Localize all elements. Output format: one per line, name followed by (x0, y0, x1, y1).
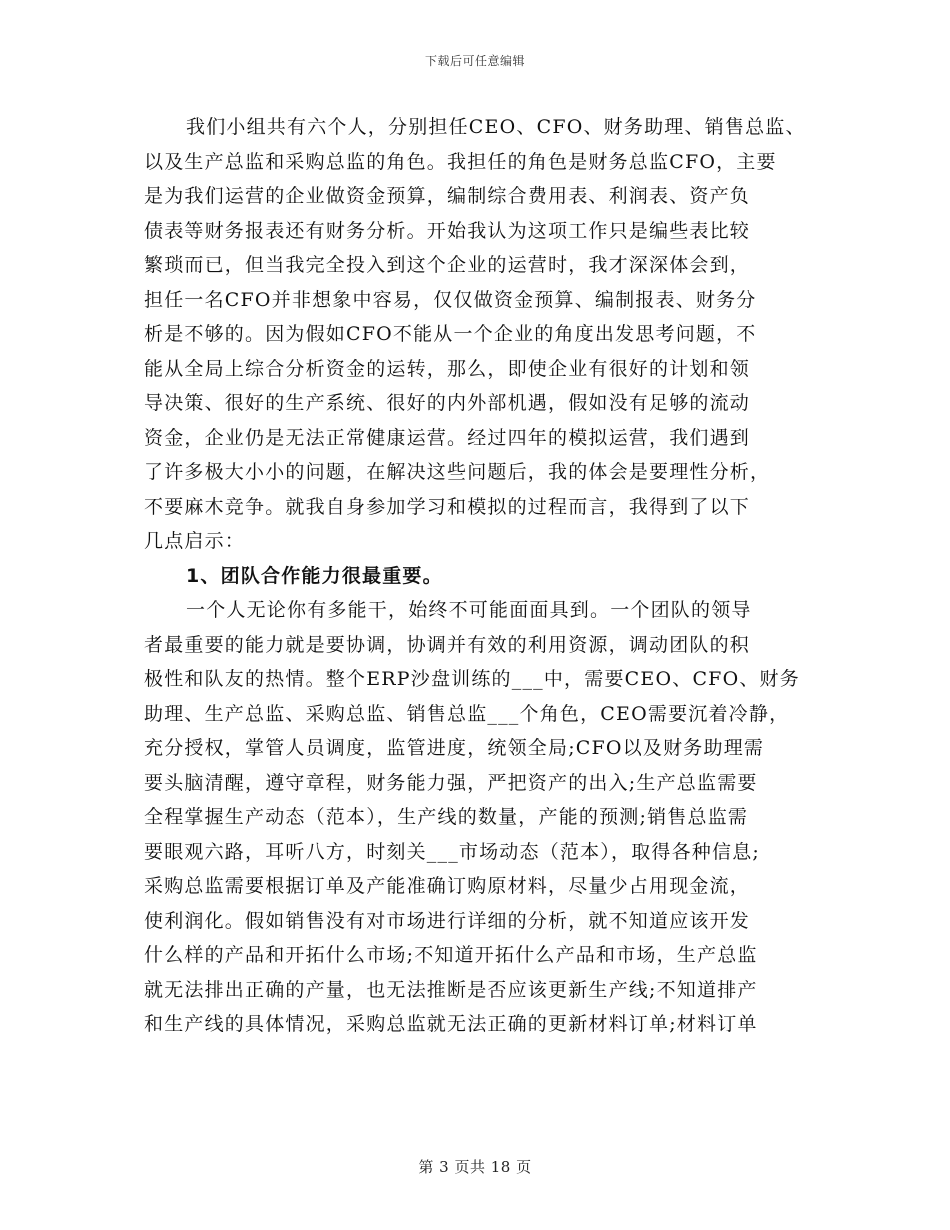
paragraph-line: 要眼观六路，耳听八方，时刻关___市场动态（范本），取得各种信息; (144, 840, 761, 863)
paragraph-line: 几点启示： (144, 530, 246, 552)
paragraph-line: 繁琐而已，但当我完全投入到这个企业的运营时，我才深深体会到， (144, 254, 751, 276)
paragraph-line: 使利润化。假如销售没有对市场进行详细的分析，就不知道应该开发 (144, 909, 751, 932)
paragraph-line: 我们小组共有六个人，分别担任CEO、CFO、财务助理、销售总监、 (186, 116, 806, 138)
paragraph-line: 者最重要的能力就是要协调，协调并有效的利用资源，调动团队的积 (144, 633, 751, 656)
paragraph-line: 助理、生产总监、采购总监、销售总监___个角色，CEO需要沉着冷静， (144, 702, 790, 725)
paragraph-line: 导决策、很好的生产系统、很好的内外部机遇，假如没有足够的流动 (144, 392, 751, 414)
paragraph-line: 一个人无论你有多能干，始终不可能面面具到。一个团队的领导 (186, 599, 752, 621)
paragraph-line: 极性和队友的热情。整个ERP沙盘训练的___中，需要CEO、CFO、财务 (144, 668, 800, 690)
page-footer: 第 3 页共 18 页 (418, 1158, 532, 1176)
paragraph-line: 全程掌握生产动态（范本），生产线的数量，产能的预测;销售总监需 (144, 806, 749, 828)
paragraph-line: 债表等财务报表还有财务分析。开始我认为这项工作只是编些表比较 (144, 219, 751, 242)
paragraph-line: 充分授权，掌管人员调度，监管进度，统领全局;CFO以及财务助理需 (144, 737, 765, 759)
document-body (144, 110, 812, 1042)
paragraph-line: 就无法排出正确的产量，也无法推断是否应该更新生产线;不知道排产 (144, 978, 758, 1001)
paragraph-line: 担任一名CFO并非想象中容易，仅仅做资金预算、编制报表、财务分 (144, 288, 757, 311)
paragraph-line: 采购总监需要根据订单及产能准确订购原材料，尽量少占用现金流， (144, 875, 751, 897)
paragraph-line: 和生产线的具体情况，采购总监就无法正确的更新材料订单;材料订单 (144, 1013, 758, 1035)
paragraph-line: 以及生产总监和采购总监的角色。我担任的角色是财务总监CFO，主要 (144, 150, 777, 173)
paragraph-line: 不要麻木竞争。就我自身参加学习和模拟的过程而言，我得到了以下 (144, 495, 751, 518)
section-heading: 1、团队合作能力很最重要。 (186, 564, 443, 587)
page-header: 下载后可任意编辑 (424, 54, 525, 68)
paragraph-line: 析是不够的。因为假如CFO不能从一个企业的角度出发思考问题，不 (144, 323, 757, 345)
paragraph-line: 什么样的产品和开拓什么市场;不知道开拓什么产品和市场，生产总监 (144, 944, 758, 966)
paragraph-line: 了许多极大小小的问题，在解决这些问题后，我的体会是要理性分析， (144, 461, 771, 483)
paragraph-line: 能从全局上综合分析资金的运转，那么，即使企业有很好的计划和领 (144, 357, 751, 380)
paragraph-line: 要头脑清醒，遵守章程，财务能力强，严把资产的出入;生产总监需要 (144, 771, 758, 794)
paragraph-line: 资金，企业仍是无法正常健康运营。经过四年的模拟运营，我们遇到 (144, 426, 751, 449)
paragraph-line: 是为我们运营的企业做资金预算，编制综合费用表、利润表、资产负 (144, 185, 751, 207)
